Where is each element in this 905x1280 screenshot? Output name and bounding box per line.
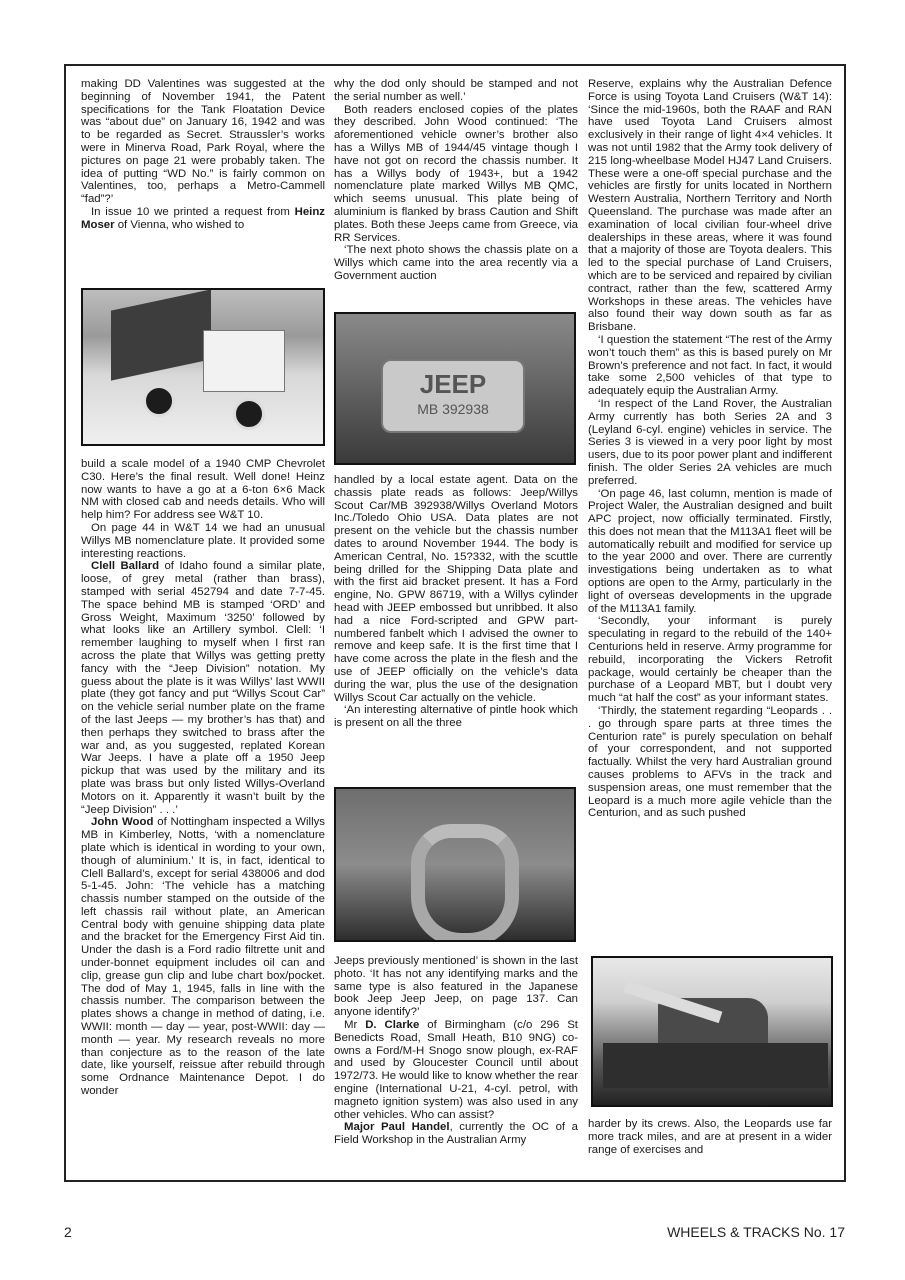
paragraph: ‘I question the statement “The rest of the Army won’t touch them” as this is based purely on Mr Brown’s preference and not fact. In fact, it would take some 2,500 vehicles of that type to adequately equip the Australian Army.	[588, 333, 832, 398]
magazine-title: WHEELS & TRACKS No. 17	[667, 1224, 845, 1240]
chassis-plate	[381, 359, 525, 433]
photo-cmp-chevrolet-model	[81, 288, 325, 446]
paragraph: build a scale model of a 1940 CMP Chevrolet C30. Here’s the final result. Well done! Heinz now wants to have a go at a 6-ton 6×6 Mack NM with closed cab and needs details. Who will help him? For address see W&T 10.	[81, 458, 325, 522]
column-2-continued	[334, 474, 578, 730]
paragraph: why the dod only should be stamped and not the serial number as well.’	[334, 78, 578, 103]
paragraph: Major Paul Handel, currently the OC of a Field Workshop in the Australian Army	[334, 1121, 579, 1147]
plate-text-serial: MB 392938	[417, 401, 489, 417]
paragraph: Reserve, explains why the Australian Defence Force is using Toyota Land Cruisers (W&T 14): ‘Since the mid-1960s, both the RAAF and RAN have used Toyota Land Cruisers almost exclusively in their range of light 4×4 vehicles. It was not until 1982 that the Army took delivery of 215 long-wheelbase Model HJ47 Land Cruisers. These were a one-off special purchase and the vehicles are firstly for units located in Northern Western Australia, Northern Territory and North Queensland. The purchase was made after an examination of local civilian four-wheel drive dealerships in these areas, where it was found that a majority of those are Toyota dealers. This led to the special purchase of Land Cruisers, which are to be serviced and repaired by civilian contract, rather than the few, scattered Army Workshops in these areas. The vehicles have also found their way down south as far as Brisbane.	[588, 78, 832, 334]
photo-jeep-chassis-plate	[334, 312, 576, 465]
column-1-continued	[81, 458, 325, 1098]
paragraph: In issue 10 we printed a request from Heinz Moser of Vienna, who wished to	[81, 205, 325, 231]
column-1	[81, 78, 325, 232]
column-3-bottom	[588, 1118, 832, 1156]
paragraph: making DD Valentines was suggested at the beginning of November 1941, the Patent specifications for the Tank Floatation Device was “about due” on January 16, 1942 and was to be regarded as Secret. Straussler’s works were in Minerva Road, Park Royal, where the pictures on page 21 were probably taken. The idea of putting “WD No.” is fairly common on Valentines, too, perhaps a Metro-Cammell “fad”?’	[81, 78, 325, 206]
truck-cab	[203, 330, 285, 392]
paragraph: ‘An interesting alternative of pintle hook which is present on all the three	[334, 704, 578, 730]
paragraph: Jeeps previously mentioned’ is shown in the last photo. ‘It has not any identifying marks and the same type is also featured in the Japanese book Jeep Jeep Jeep, on page 137. Can anyone identify?’	[334, 955, 578, 1019]
page-number: 2	[64, 1224, 72, 1240]
column-2-bottom	[334, 955, 578, 1147]
plate-text-jeep: JEEP	[419, 369, 487, 399]
paragraph: handled by a local estate agent. Data on the chassis plate reads as follows: Jeep/Willys Scout Car/MB 392938/Willys Overland Motors Inc./Toledo Ohio USA. Data plates are not present on the vehicle but the chassis number dates to around November 1944. The body is American Central, No. 15?332, with the scuttle being drilled for the Shipping Data plate and with the first aid bracket present. It has a Ford engine, No. GPW 86719, with a Willys cylinder head with JEEP embossed but unribbed. It also had a nice Ford-scripted and GPW part-numbered fanbelt which I advised the owner to remove and keep safe. It is the first time that I have come across the plate in the flesh and the use of JEEP officially on the vehicle’s data during the war, plus the use of the designation Willys Scout Car actually on the vehicle.	[334, 474, 578, 704]
photo-pintle-hook	[334, 787, 576, 942]
reader-name: Heinz Moser	[81, 205, 325, 231]
paragraph: Mr D. Clarke of Birmingham (c/o 296 St Benedicts Road, Small Heath, B10 9NG) co-owns a Ford/M-H Snogo snow plough, ex-RAF and used by Gloucester Council until about 1972/73. He would like to know whether the rear engine (International U-21, 4-cyl. petrol, with magneto ignition system) was also used in any other vehicles. Who can assist?	[334, 1018, 578, 1121]
wheel	[143, 385, 175, 417]
reader-name: John Wood	[91, 816, 154, 829]
column-3	[588, 78, 832, 820]
tank-hull	[603, 1043, 828, 1088]
reader-name: Clell Ballard	[91, 560, 160, 573]
paragraph: ‘In respect of the Land Rover, the Australian Army currently has both Series 2A and 3 (Leyland 6-cyl. engine) vehicles in service. The Series 3 is viewed in a very poor light by most users, due to its poor power plant and indifferent finish. The older Series 2A vehicles are much preferred.	[588, 397, 832, 487]
wheel	[233, 398, 265, 430]
column-2	[334, 78, 578, 283]
paragraph: ‘On page 46, last column, mention is made of Project Waler, the Australian designed and built APC project, now officially terminated. Firstly, this does not mean that the M113A1 fleet will be automatically rebuilt and modified for service up to the year 2000 and over. There are currently investigations being undertaken as to what options are open to the Army, particularly in the light of overseas developments in the upgrade of the M113A1 family.	[588, 487, 832, 615]
reader-name: Major Paul Handel	[344, 1121, 450, 1134]
paragraph: ‘Thirdly, the statement regarding “Leopards . . . go through spare parts at three times the Centurion rate” is purely speculation on behalf of your correspondent, and not supported factually. Whilst the very hard Australian ground causes problems to AFVs in the track and suspension areas, one must remember that the Leopard is a much more agile vehicle than the Centurion, and as such pushed	[588, 705, 832, 820]
paragraph: Both readers enclosed copies of the plates they described. John Wood continued: ‘The aforementioned vehicle owner’s brother also has a Willys MB of 1944/45 vintage though I have not got on record the chassis number. It has a Willys body of 1943+, but a 1942 nomenclature plate marked Willys MB QMC, which seems unusual. This plate being of aluminium is flanked by brass Caution and Shift plates. Both these Jeeps came from Greece, via RR Services.	[334, 103, 578, 244]
paragraph: harder by its crews. Also, the Leopards use far more track miles, and are at present in a wider range of exercises and	[588, 1118, 832, 1156]
paragraph: ‘Secondly, your informant is purely speculating in regard to the rebuild of the 140+ Centurions held in reserve. Army programme for rebuild, incorporating the Vickers Retrofit package, would certainly be cheaper than the purchase of a Leopard MBT, but I doubt very much “at half the cost” as your informant states.	[588, 615, 832, 705]
photo-leopard-tank	[591, 956, 833, 1107]
paragraph: ‘The next photo shows the chassis plate on a Willys which came into the area recently via a Government auction	[334, 244, 578, 282]
pintle-hook-shape	[411, 824, 519, 942]
paragraph: Clell Ballard of Idaho found a similar plate, loose, of grey metal (rather than brass), stamped with serial 452794 and date 7-7-45. The space behind MB is stamped ‘ORD’ and Gross Weight, Maximum ‘3250’ followed by what looks like an Artillery symbol. Clell: ‘I remember laughing to myself when I first ran across the plate that Willys was getting pretty fancy with the “Jeep Division” notation. My guess about the plate is it was Willys’ last WWII plate (they got fancy and put “Willys Scout Car” on the vehicle serial number plate on the frame of the last Jeeps — my brother’s has that) and then perhaps they switched to brass after the war and, as you suggested, replated Korean War Jeeps. I have a plate off a 1950 Jeep pickup that was used by the military and its plate was brass but only listed Willys-Overland Motors on it. Apparently it wasn’t built by the “Jeep Division” . . .’	[81, 560, 325, 816]
reader-name: D. Clarke	[365, 1018, 420, 1031]
truck-cargo-body	[111, 289, 211, 380]
paragraph: On page 44 in W&T 14 we had an unusual Willys MB nomenclature plate. It provided some interesting reactions.	[81, 521, 325, 560]
paragraph: John Wood of Nottingham inspected a Willys MB in Kimberley, Notts, ‘with a nomenclature plate which is identical in wording to your own, though of aluminium.’ It is, in fact, identical to Clell Ballard’s, except for serial 438006 and dod 5-1-45. John: ‘The vehicle has a matching chassis number stamped on the outside of the left chassis rail without plate, an American Central body with genuine shipping data plate and the bracket for the Emergency First Aid tin. Under the dash is a Ford radio filtrette unit and under-bonnet equipment includes oil can and clip, grease gun clip and lube chart box/pocket. The dod of May 1, 1945, falls in line with the chassis number. The comparison between the plates shows a change in method of dating, i.e. WWII: month — day — year, post-WWII: day — month — year. My research reveals no more than conjecture as to the reason of the late date, like yourself, reissue after rebuild through some Ordnance Maintenance Depot. I do wonder	[81, 816, 326, 1098]
